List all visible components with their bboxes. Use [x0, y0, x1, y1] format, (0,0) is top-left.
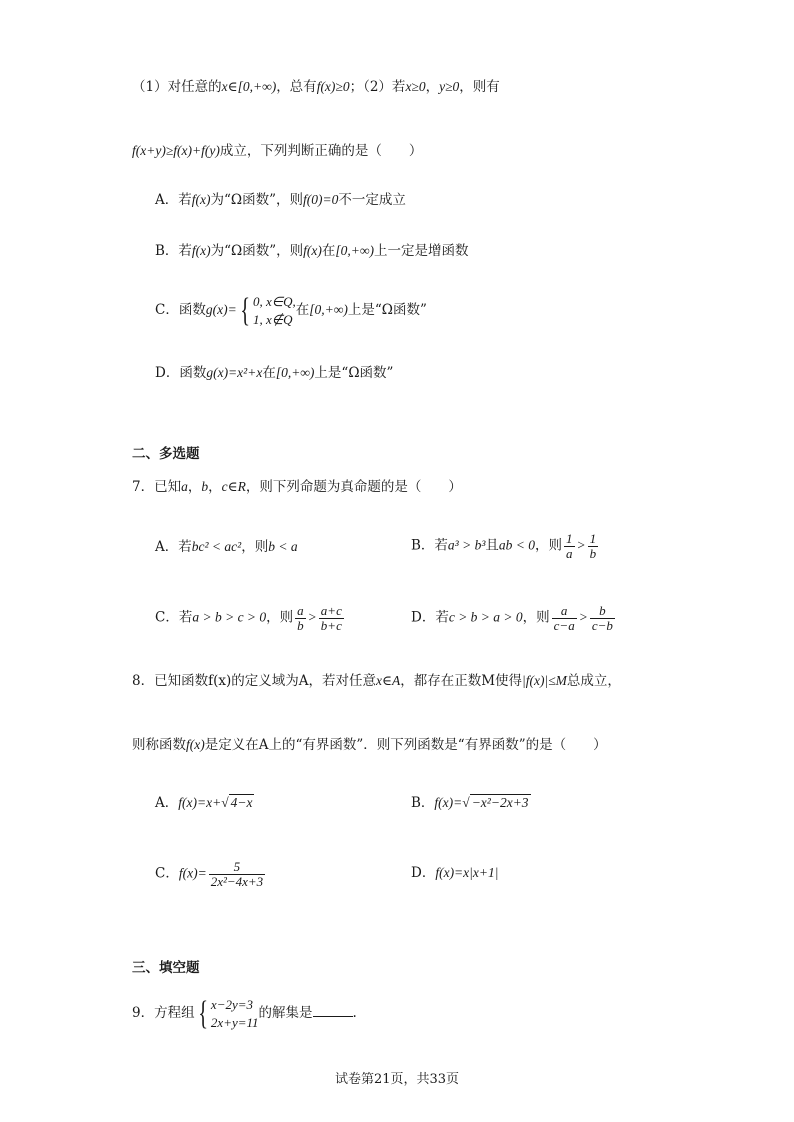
fraction: $\frac{1}{a}$ — [566, 531, 573, 561]
q6-option-b: B．若f(x)为“Ω函数”，则f(x)在[0,+∞)上一定是增函数 — [155, 243, 469, 259]
fraction: $\frac{b}{c-b}$ — [591, 603, 613, 633]
q6-option-d: D．函数g(x)=x²+x在[0,+∞)上是“Ω函数” — [155, 365, 394, 381]
piecewise-cases: 0, x∈Q, 1, x∉Q — [253, 294, 296, 327]
q8-line1: 8．已知函数f(x)的定义域为A，若对任意x∈A，都存在正数M使得|f(x)|≤M总成立， — [132, 673, 621, 689]
fraction: $\frac{a}{c-a}$ — [553, 603, 575, 633]
fraction: $\frac{a+c}{b+c}$ — [320, 603, 342, 633]
page-footer: 试卷第21页，共33页 — [334, 1072, 460, 1087]
answer-blank[interactable] — [313, 1016, 353, 1017]
q7-stem: 7．已知a，b，c∈R，则下列命题为真命题的是（ ） — [132, 479, 462, 495]
q6-line2: f(x+y)≥f(x)+f(y)成立，下列判断正确的是（ ） — [132, 143, 423, 159]
fraction: $\frac{1}{b}$ — [589, 531, 597, 561]
q8-option-a: A．f(x)=x+√ 4−x — [155, 795, 253, 811]
q6-option-a: A．若f(x)为“Ω函数”，则f(0)=0不一定成立 — [155, 192, 406, 208]
q8-option-c: C．f(x)= $\frac{5}{\text{2x²−4x+3}}$ — [155, 859, 264, 889]
fraction: $\frac{a}{b}$ — [297, 603, 304, 633]
q6-line1: （1）对任意的x∈[0,+∞)，总有f(x)≥0；（2）若x≥0，y≥0，则有 — [132, 79, 500, 95]
equation-system: x−2y=3 2x+y=11 — [210, 997, 259, 1030]
section-heading-multiple-choice: 二、多选题 — [132, 446, 200, 462]
q7-option-d: D．若c > b > a > 0，则 $\frac{a}{c-a}$ > $\frac{b}{c-b}$ — [411, 603, 613, 633]
q7-option-b: B．若a³ > b³且ab < 0，则 $\frac{1}{a}$ > $\frac{1}{b}$ — [411, 531, 597, 561]
fraction: $\frac{5}{\text{2x²−4x+3}}$ — [210, 859, 264, 889]
q8-option-d: D．f(x)=x|x+1| — [411, 865, 499, 881]
sqrt-sign: √ — [221, 795, 229, 810]
q7-option-c: C．若a > b > c > 0，则 $\frac{a}{b}$ > $\frac{a+c}{b+c}$ — [155, 603, 342, 633]
q8-option-b: B．f(x)=√ −x²−2x+3 — [411, 795, 529, 811]
left-brace: { — [239, 291, 250, 329]
sqrt-sign: √ — [462, 795, 470, 810]
q9: 9．方程组{ x−2y=3 2x+y=11 的解集是 . — [132, 994, 357, 1032]
left-brace: { — [197, 994, 208, 1032]
q8-line2: 则称函数f(x)是定义在A上的“有界函数”．则下列函数是“有界函数”的是（ ） — [132, 737, 607, 753]
q6-option-c: C．函数g(x)={ 0, x∈Q, 1, x∉Q 在[0,+∞)上是“Ω函数” — [155, 291, 427, 329]
q7-option-a: A．若bc² < ac²，则b < a — [155, 539, 298, 555]
section-heading-fill-in: 三、填空题 — [132, 960, 200, 976]
